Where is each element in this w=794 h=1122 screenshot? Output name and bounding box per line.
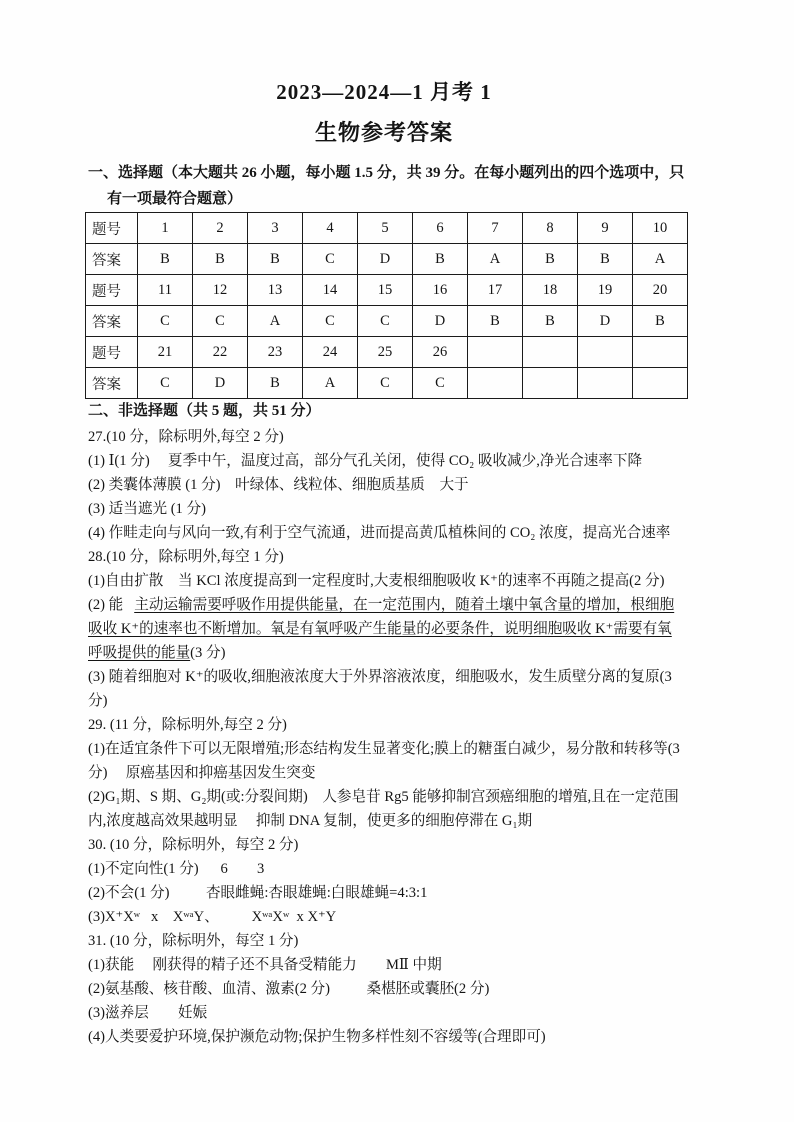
question-number-cell: 18 bbox=[523, 275, 578, 306]
question-29-title: 29. (11 分，除标明外,每空 2 分) bbox=[88, 717, 287, 733]
question-number-cell: 3 bbox=[248, 213, 303, 244]
answer-cell: C bbox=[193, 306, 248, 337]
section-essay-heading: 二、非选择题（共 5 题，共 51 分） bbox=[88, 403, 321, 419]
question-29-answer-2: (2)G₁期、S 期、G₂期(或:分裂间期) 人参皂苷 Rg5 能够抑制宫颈癌细胞的增殖,且在一定范围内,浓度越高效果越明显 抑制 DNA 复制，使更多的细胞停滞在 G₁期 bbox=[88, 789, 679, 829]
question-number-row bbox=[86, 213, 688, 244]
question-31-answer-1: (1)获能 刚获得的精子还不具备受精能力 MⅡ 中期 bbox=[88, 957, 442, 973]
question-number-cell: 12 bbox=[193, 275, 248, 306]
question-number-cell: 26 bbox=[413, 337, 468, 368]
answer-cell: B bbox=[413, 244, 468, 275]
answer-cell: C bbox=[358, 306, 413, 337]
question-number-cell: 15 bbox=[358, 275, 413, 306]
question-number-cell: 5 bbox=[358, 213, 413, 244]
answer-label: 答案 bbox=[86, 368, 138, 399]
answer-cell: B bbox=[138, 244, 193, 275]
answer-cell: A bbox=[303, 368, 358, 399]
answer-cell: D bbox=[578, 306, 633, 337]
exam-title: 2023—2024—1 月考 1 bbox=[276, 80, 492, 104]
question-number-cell: 20 bbox=[633, 275, 688, 306]
empty-cell bbox=[468, 368, 523, 399]
question-number-cell: 4 bbox=[303, 213, 358, 244]
answer-label: 答案 bbox=[86, 244, 138, 275]
answer-cell: D bbox=[413, 306, 468, 337]
empty-cell bbox=[578, 368, 633, 399]
answer-cell: B bbox=[578, 244, 633, 275]
question-29 bbox=[88, 713, 686, 833]
answer-lead: (2) 能 bbox=[88, 597, 135, 613]
answer-cell: D bbox=[193, 368, 248, 399]
empty-cell bbox=[468, 337, 523, 368]
answer-cell: B bbox=[633, 306, 688, 337]
question-31 bbox=[88, 929, 686, 1049]
question-30-answer-2: (2)不会(1 分) 杏眼雌蝇:杏眼雄蝇:白眼雄蝇=4:3:1 bbox=[88, 885, 428, 901]
answer-cell: C bbox=[138, 368, 193, 399]
question-29-answer-1: (1)在适宜条件下可以无限增殖;形态结构发生显著变化;膜上的糖蛋白减少，易分散和转移等(3 分) 原癌基因和抑癌基因发生突变 bbox=[88, 741, 684, 781]
answer-cell: B bbox=[468, 306, 523, 337]
answer-label: 答案 bbox=[86, 306, 138, 337]
answer-cell: C bbox=[138, 306, 193, 337]
question-number-cell: 2 bbox=[193, 213, 248, 244]
answer-row bbox=[86, 244, 688, 275]
question-27-answer-1: (1) Ⅰ(1 分) 夏季中午，温度过高，部分气孔关闭，使得 CO₂ 吸收减少,净光合速率下降 bbox=[88, 453, 643, 469]
answer-cell: D bbox=[358, 244, 413, 275]
question-number-row bbox=[86, 337, 688, 368]
question-28-title: 28.(10 分，除标明外,每空 1 分) bbox=[88, 549, 284, 565]
question-number-cell: 11 bbox=[138, 275, 193, 306]
question-number-label: 题号 bbox=[86, 213, 138, 244]
document-subtitle: 生物参考答案 bbox=[314, 120, 453, 145]
question-31-answer-3: (3)滋养层 妊娠 bbox=[88, 1005, 208, 1021]
question-number-cell: 17 bbox=[468, 275, 523, 306]
empty-cell bbox=[523, 337, 578, 368]
empty-cell bbox=[523, 368, 578, 399]
answer-cell: B bbox=[523, 244, 578, 275]
question-number-cell: 21 bbox=[138, 337, 193, 368]
question-number-cell: 13 bbox=[248, 275, 303, 306]
answer-cell: B bbox=[193, 244, 248, 275]
question-number-cell: 1 bbox=[138, 213, 193, 244]
answer-cell: A bbox=[248, 306, 303, 337]
question-number-cell: 24 bbox=[303, 337, 358, 368]
answer-cell: C bbox=[413, 368, 468, 399]
question-27 bbox=[88, 425, 686, 545]
question-number-row bbox=[86, 275, 688, 306]
question-number-cell: 23 bbox=[248, 337, 303, 368]
choice-answer-table bbox=[85, 212, 688, 399]
question-30 bbox=[88, 833, 686, 929]
question-27-title: 27.(10 分，除标明外,每空 2 分) bbox=[88, 429, 284, 445]
section-choice-heading: 一、选择题（本大题共 26 小题，每小题 1.5 分，共 39 分。在每小题列出的四个选项中，只有一项最符合题意） bbox=[88, 165, 685, 207]
answer-cell: C bbox=[303, 244, 358, 275]
question-number-label: 题号 bbox=[86, 337, 138, 368]
question-number-cell: 22 bbox=[193, 337, 248, 368]
answer-cell: B bbox=[248, 368, 303, 399]
question-31-answer-4: (4)人类要爱护环境,保护濒危动物;保护生物多样性刻不容缓等(合理即可) bbox=[88, 1029, 546, 1045]
question-number-cell: 8 bbox=[523, 213, 578, 244]
question-27-answer-4: (4) 作畦走向与风向一致,有利于空气流通，进而提高黄瓜植株间的 CO₂ 浓度，提高光合速率 bbox=[88, 525, 671, 541]
question-28-answer-2 bbox=[88, 593, 686, 665]
answer-cell: C bbox=[303, 306, 358, 337]
question-30-title: 30. (10 分，除标明外，每空 2 分) bbox=[88, 837, 299, 853]
empty-cell bbox=[633, 368, 688, 399]
question-28 bbox=[88, 545, 686, 713]
answer-cell: B bbox=[523, 306, 578, 337]
answer-cell: A bbox=[468, 244, 523, 275]
answer-cell: B bbox=[248, 244, 303, 275]
question-27-answer-2: (2) 类囊体薄膜 (1 分) 叶绿体、线粒体、细胞质基质 大于 bbox=[88, 477, 469, 493]
question-30-answer-1: (1)不定向性(1 分) 6 3 bbox=[88, 861, 265, 877]
question-31-answer-2: (2)氨基酸、核苷酸、血清、激素(2 分) 桑椹胚或囊胚(2 分) bbox=[88, 981, 490, 997]
question-number-cell: 19 bbox=[578, 275, 633, 306]
question-31-title: 31. (10 分，除标明外，每空 1 分) bbox=[88, 933, 299, 949]
empty-cell bbox=[578, 337, 633, 368]
question-27-answer-3: (3) 适当遮光 (1 分) bbox=[88, 501, 206, 517]
question-number-cell: 6 bbox=[413, 213, 468, 244]
question-30-answer-3: (3)X⁺Xʷ x XʷᵃY、 XʷᵃXʷ x X⁺Y bbox=[88, 909, 337, 925]
question-28-answer-1: (1)自由扩散 当 KCl 浓度提高到一定程度时,大麦根细胞吸收 K⁺的速率不再随之提高(2 分) bbox=[88, 573, 665, 589]
question-number-cell: 25 bbox=[358, 337, 413, 368]
question-number-cell: 9 bbox=[578, 213, 633, 244]
empty-cell bbox=[633, 337, 688, 368]
question-number-cell: 16 bbox=[413, 275, 468, 306]
answer-cell: C bbox=[358, 368, 413, 399]
essay-answers bbox=[88, 425, 686, 1049]
question-number-label: 题号 bbox=[86, 275, 138, 306]
answer-table-body bbox=[86, 213, 688, 399]
question-28-answer-3: (3) 随着细胞对 K⁺的吸收,细胞液浓度大于外界溶液浓度，细胞吸水，发生质壁分离的复原(3 分) bbox=[88, 669, 676, 709]
answer-cell: A bbox=[633, 244, 688, 275]
question-number-cell: 14 bbox=[303, 275, 358, 306]
answer-row bbox=[86, 368, 688, 399]
answer-score: (3 分) bbox=[190, 645, 226, 661]
question-number-cell: 7 bbox=[468, 213, 523, 244]
question-number-cell: 10 bbox=[633, 213, 688, 244]
answer-row bbox=[86, 306, 688, 337]
underlined-explanation: 主动运输需要呼吸作用提供能量，在一定范围内，随着土壤中氧含量的增加，根细胞吸收 K⁺的速率也不断增加。氧是有氧呼吸产生能量的必要条件，说明细胞吸收 K⁺需要有氧呼吸提供的能量 bbox=[88, 597, 675, 661]
